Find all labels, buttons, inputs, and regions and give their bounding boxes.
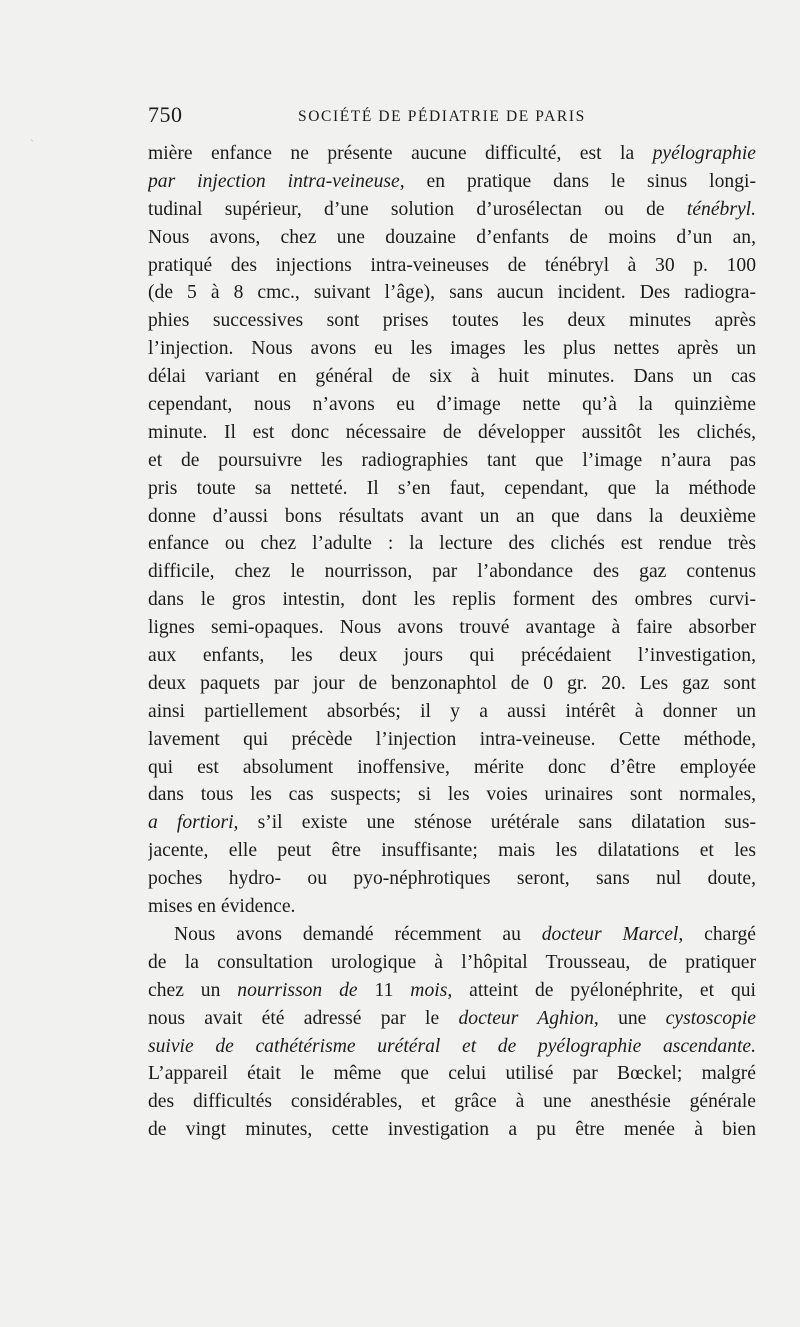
text-line [148,949,756,977]
text-line [148,781,756,809]
italic-text: a fortiori, [148,812,239,834]
text-line [148,893,756,921]
text-run: (de 5 à 8 cmc., suivant l’âge), sans aucun incident. Des radiogra- [148,282,756,304]
text-line [148,530,756,558]
text-line [148,558,756,586]
text-run: jacente, elle peut être insuffisante; mais les dilatations et les [148,840,756,862]
text-line [148,475,756,503]
text-run: de la consultation urologique à l’hôpital Trousseau, de pratiquer [148,951,756,973]
text-run: deux paquets par jour de benzonaphtol de 0 gr. 20. Les gaz sont [148,672,756,694]
text-line [148,1033,756,1061]
text-run: nous avait été adressé par le [148,1007,459,1029]
text-line [148,726,756,754]
text-run: s’il existe une sténose urétérale sans dilatation sus- [238,812,756,834]
italic-text: mois, [410,979,453,1001]
text-run: en pratique dans le sinus longi- [404,170,756,192]
text-run: et de poursuivre les radiographies tant que l’image n’aura pas [148,449,756,471]
text-run: des difficultés considérables, et grâce à une anesthésie générale [148,1091,756,1113]
text-run: pratiqué des injections intra-veineuses de ténébryl à 30 p. 100 [148,254,756,276]
text-line [148,977,756,1005]
paper-speck: ˎ [30,128,34,142]
text-run: une [598,1007,666,1029]
text-run: chargé [683,923,756,945]
text-run: pris toute sa netteté. Il s’en faut, cependant, que la méthode [148,477,756,499]
italic-text: docteur Aghion, [458,1007,599,1029]
text-line [148,168,756,196]
running-title: SOCIÉTÉ DE PÉDIATRIE DE PARIS [298,108,586,125]
text-run: phies successives sont prises toutes les deux minutes après [148,310,756,332]
page-number: 750 [148,102,183,127]
text-run: mière enfance ne présente aucune difficulté, est la [148,143,653,164]
text-line [148,419,756,447]
italic-text: pyélographie [652,143,756,164]
italic-text: docteur Marcel, [541,923,684,945]
page-header [148,102,756,132]
text-line [148,1088,756,1116]
text-run: minute. Il est donc nécessaire de développer aussitôt les clichés, [148,421,756,443]
text-line [148,921,756,949]
text-line [148,503,756,531]
text-line [148,335,756,363]
text-run: lavement qui précède l’injection intra-veineuse. Cette méthode, [148,728,756,750]
text-run: l’injection. Nous avons eu les images les plus nettes après un [148,338,756,360]
text-line [148,252,756,280]
text-line [148,698,756,726]
text-run: atteint de pyélonéphrite, et qui [452,979,756,1001]
text-line [148,363,756,391]
text-run: qui est absolument inoffensive, mérite donc d’être employée [148,756,756,778]
text-line [148,670,756,698]
text-line [148,224,756,252]
text-line [148,586,756,614]
text-run: délai variant en général de six à huit minutes. Dans un cas [148,366,756,388]
text-line [148,754,756,782]
text-run: difficile, chez le nourrisson, par l’abondance des gaz contenus [148,561,756,583]
text-line [148,279,756,307]
text-line [148,614,756,642]
text-line [148,447,756,475]
text-line [148,1005,756,1033]
text-run: ainsi partiellement absorbés; il y a aussi intérêt à donner un [148,700,756,722]
text-line [148,1060,756,1088]
text-run: L’appareil était le même que celui utilisé par Bœckel; malgré [148,1063,756,1085]
text-line [148,140,756,168]
text-line [148,391,756,419]
text-run: tudinal supérieur, d’une solution d’urosélectan ou de [148,198,687,220]
text-run: mises en évidence. [148,896,296,918]
text-line [148,837,756,865]
italic-text: par injection intra-veineuse, [148,170,405,192]
text-run: Nous avons, chez une douzaine d’enfants de moins d’un an, [148,226,756,248]
text-run: dans le gros intestin, dont les replis forment des ombres curvi- [148,589,756,611]
text-run: lignes semi-opaques. Nous avons trouvé avantage à faire absorber [148,617,756,639]
text-run: aux enfants, les deux jours qui précédaient l’investigation, [148,645,756,667]
italic-text: cystoscopie [665,1007,756,1029]
italic-text: nourrisson de [237,979,358,1001]
text-run: Nous avons demandé récemment au [174,923,542,945]
text-run: de vingt minutes, cette investigation a pu être menée à bien [148,1119,756,1141]
text-run: chez un [148,979,238,1001]
text-run: poches hydro- ou pyo-néphrotiques seront, sans nul doute, [148,868,756,890]
text-line [148,1116,756,1144]
text-line [148,307,756,335]
italic-text: suivie de cathétérisme urétéral et de pyélographie ascendante. [148,1035,756,1057]
text-run: enfance ou chez l’adulte : la lecture des clichés est rendue très [148,533,756,555]
text-run: 11 [357,979,411,1001]
body-text [148,140,756,1144]
text-run: donne d’aussi bons résultats avant un an que dans la deuxième [148,505,756,527]
text-line [148,196,756,224]
italic-text: ténébryl. [686,198,756,220]
text-run: cependant, nous n’avons eu d’image nette qu’à la quinzième [148,394,756,416]
text-line [148,865,756,893]
text-line [148,642,756,670]
text-line [148,809,756,837]
text-run: dans tous les cas suspects; si les voies urinaires sont normales, [148,784,756,806]
